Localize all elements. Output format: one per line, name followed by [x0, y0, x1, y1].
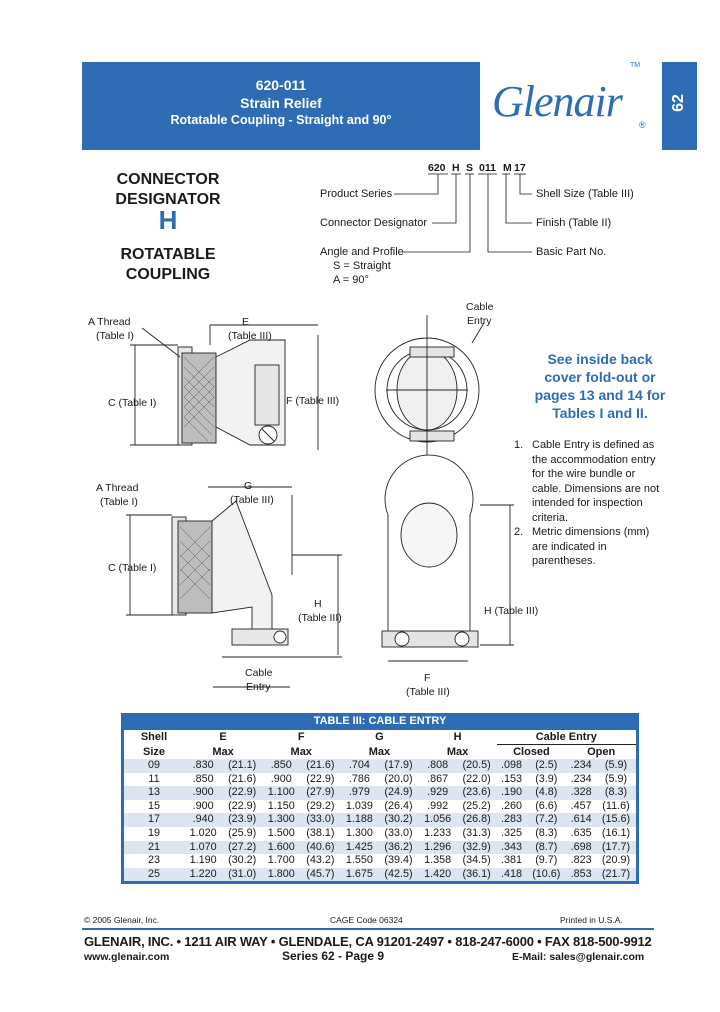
- table-cell: .867: [427, 772, 449, 785]
- table-cell: (33.0): [384, 826, 413, 839]
- label-c-1: C (Table I): [108, 397, 157, 409]
- table-cell: (22.9): [306, 772, 335, 785]
- label-table-iii-e: (Table III): [228, 330, 272, 342]
- table-cell: .325: [500, 826, 522, 839]
- note-2: [514, 525, 664, 569]
- label-table-iii-g: (Table III): [230, 494, 274, 506]
- table-cell: (22.9): [222, 786, 262, 800]
- fold-out-reference: [500, 350, 700, 422]
- table-cell: (27.2): [222, 841, 262, 855]
- table-cell: (33.0): [300, 813, 340, 827]
- table-cell: 23: [147, 854, 160, 867]
- series-page: Series 62 - Page 9: [282, 949, 385, 963]
- table-cell: (21.7): [596, 868, 636, 882]
- col-g: G: [375, 731, 384, 744]
- part-number: 620-011: [255, 77, 307, 93]
- table-row: [124, 786, 636, 800]
- col-size: Size: [142, 745, 165, 758]
- table-cell: .979: [340, 786, 378, 800]
- table-cell: (23.9): [222, 813, 262, 827]
- table-cell: (10.6): [526, 868, 566, 882]
- label-cable-1: Cable: [245, 667, 273, 679]
- note-1-text: Cable Entry is defined as the accommodation entry for the wire bundle or cable. Dimensions are not intended for inspection criteria.: [532, 439, 660, 524]
- designator-line3: ROTATABLE: [120, 246, 216, 263]
- table-cell: 1.039: [345, 799, 373, 812]
- table-cell: .614: [566, 813, 596, 827]
- footer-rule: [82, 928, 654, 930]
- table-cell: 1.233: [424, 826, 452, 839]
- table-cell: .850: [262, 759, 300, 773]
- table-cell: (9.7): [535, 854, 558, 867]
- label-angle-profile: Angle and Profile: [320, 246, 404, 258]
- label-table-i-1: (Table I): [96, 330, 134, 342]
- table-cell: (39.4): [384, 854, 413, 867]
- page-title: Strain Relief: [240, 95, 322, 111]
- pn-s: S: [466, 162, 474, 174]
- table-cell: (17.7): [596, 841, 636, 855]
- table-cell: .704: [340, 759, 378, 773]
- pn-17: 17: [514, 162, 526, 174]
- table-cell: .457: [570, 799, 592, 812]
- table-cell: (38.1): [306, 826, 335, 839]
- printed-in: Printed in U.S.A.: [560, 915, 623, 925]
- table-cell: (8.3): [596, 786, 636, 800]
- table-cell: 25: [124, 868, 184, 882]
- note-2-number: 2.: [514, 526, 524, 538]
- table-cell: (21.1): [222, 759, 262, 773]
- table-cell: (43.2): [306, 854, 335, 867]
- label-f-1: F (Table III): [286, 395, 340, 407]
- page-subtitle: Rotatable Coupling - Straight and 90°: [170, 113, 392, 127]
- table-cell: 1.296: [418, 841, 456, 855]
- col-e-max: Max: [212, 745, 234, 758]
- table-cell: .328: [566, 786, 596, 800]
- table-row: [124, 800, 636, 814]
- col-e: E: [219, 731, 227, 744]
- col-open: Open: [587, 746, 616, 758]
- table-cell: (25.2): [462, 799, 491, 812]
- table-cell: (6.6): [535, 799, 558, 812]
- table-cell: .635: [570, 826, 592, 839]
- blue-note-line3: pages 13 and 14 for: [534, 387, 666, 403]
- label-h-2: H (Table III): [484, 605, 539, 617]
- table-cell: .830: [184, 759, 222, 773]
- table-grid: [124, 730, 636, 881]
- designator-line4: COUPLING: [125, 266, 211, 283]
- table-cell: 1.425: [340, 841, 378, 855]
- table-cell: 1.600: [262, 841, 300, 855]
- table-cell: 11: [148, 772, 160, 785]
- label-f-2: F: [424, 672, 431, 684]
- table-cell: 09: [124, 759, 184, 773]
- table-cell: (25.9): [228, 826, 257, 839]
- table-cell: 1.800: [262, 868, 300, 882]
- table-cell: (29.2): [306, 799, 335, 812]
- table-cell: (31.0): [222, 868, 262, 882]
- table-cell: .343: [497, 841, 527, 855]
- table-cell: .190: [497, 786, 527, 800]
- label-basic-part: Basic Part No.: [536, 246, 607, 258]
- table-cell: (5.9): [604, 772, 628, 785]
- table-cell: 1.190: [189, 854, 217, 867]
- table-cell: .098: [497, 759, 527, 773]
- table-row: [124, 759, 636, 773]
- pn-620: 620: [428, 162, 446, 174]
- table-cell: .940: [184, 813, 222, 827]
- table-cell: .900: [192, 799, 214, 812]
- table-cell: 1.675: [340, 868, 378, 882]
- table-caption: TABLE III: CABLE ENTRY: [124, 713, 636, 730]
- notes-list: [514, 438, 664, 569]
- label-connector-designator: Connector Designator: [320, 217, 428, 229]
- table-cell: (4.8): [526, 786, 566, 800]
- pn-h: H: [452, 162, 460, 174]
- table-cell: 1.150: [267, 799, 295, 812]
- table-row: [124, 827, 636, 841]
- label-product-series: Product Series: [320, 188, 393, 200]
- table-cell: .900: [270, 772, 292, 785]
- table-cell: 1.100: [262, 786, 300, 800]
- col-g-max: Max: [368, 745, 391, 758]
- table-cell: 1.420: [418, 868, 456, 882]
- part-breakdown-leaders: [0, 0, 720, 300]
- table-cell: 1.070: [184, 841, 222, 855]
- logo-registered: ®: [639, 120, 646, 130]
- table-cell: 21: [124, 841, 184, 855]
- table-cell: 19: [147, 826, 160, 839]
- table-cell: .260: [500, 799, 522, 812]
- table-cell: (34.5): [462, 854, 491, 867]
- table-cell: 1.700: [267, 854, 295, 867]
- table-cell: .992: [427, 799, 449, 812]
- table-cell: 1.020: [189, 826, 217, 839]
- table-row: [124, 841, 636, 855]
- table-cell: 17: [124, 813, 184, 827]
- table-cell: .808: [418, 759, 456, 773]
- label-e: E: [242, 316, 250, 328]
- col-shell: Shell: [140, 731, 168, 744]
- label-shell-size: Shell Size (Table III): [536, 188, 634, 200]
- table-cell: .698: [566, 841, 596, 855]
- label-h-1: H: [314, 598, 322, 610]
- table-cell: 1.550: [345, 854, 373, 867]
- label-table-i-2: (Table I): [100, 496, 138, 508]
- col-h: H: [453, 731, 462, 744]
- label-g: G: [244, 480, 253, 492]
- table-row: [124, 813, 636, 827]
- table-cell: 1.188: [340, 813, 378, 827]
- table-cell: (20.0): [384, 772, 413, 785]
- table-cell: (26.8): [457, 813, 497, 827]
- table-cell: (26.4): [384, 799, 413, 812]
- table-cell: (45.7): [300, 868, 340, 882]
- table-cell: .853: [566, 868, 596, 882]
- table-cell: (11.6): [602, 799, 630, 812]
- table-cell: (42.5): [379, 868, 419, 882]
- designator-letter: H: [158, 205, 178, 235]
- table-cell: 15: [147, 799, 160, 812]
- note-1: [514, 438, 664, 525]
- table-cell: 1.220: [184, 868, 222, 882]
- table-cell: (5.9): [596, 759, 636, 773]
- table-cell: (40.6): [300, 841, 340, 855]
- blue-note-line2: cover fold-out or: [544, 369, 656, 385]
- table-cell: .234: [566, 759, 596, 773]
- note-1-number: 1.: [514, 439, 524, 451]
- table-cell: (31.3): [462, 826, 491, 839]
- label-table-iii-f: (Table III): [406, 686, 450, 698]
- table-cell: (30.2): [228, 854, 257, 867]
- label-finish: Finish (Table II): [536, 217, 612, 229]
- label-90: A = 90°: [333, 274, 369, 286]
- designator-line1: CONNECTOR: [116, 171, 220, 188]
- col-f: F: [297, 731, 305, 744]
- table-cell: 1.500: [267, 826, 295, 839]
- col-closed: Closed: [513, 746, 550, 758]
- cable-entry-table: [121, 713, 639, 884]
- table-cell: (3.9): [535, 772, 558, 785]
- table-cell: 13: [124, 786, 184, 800]
- logo-word: Glenair: [492, 77, 622, 126]
- table-cell: .234: [570, 772, 592, 785]
- table-cell: (2.5): [526, 759, 566, 773]
- label-straight: S = Straight: [333, 260, 391, 272]
- label-table-iii-h: (Table III): [298, 612, 342, 624]
- designator-line2: DESIGNATOR: [115, 191, 221, 208]
- label-c-2: C (Table I): [108, 562, 157, 574]
- table-cell: 1.358: [424, 854, 452, 867]
- table-cell: .283: [497, 813, 527, 827]
- table-cell: .418: [497, 868, 527, 882]
- table-cell: (22.0): [462, 772, 491, 785]
- table-body: [124, 759, 636, 881]
- table-cell: .823: [570, 854, 592, 867]
- table-cell: 1.056: [418, 813, 456, 827]
- table-cell: (36.2): [379, 841, 419, 855]
- table-cell: (24.9): [379, 786, 419, 800]
- table-row: [124, 773, 636, 787]
- table-cell: (21.6): [300, 759, 340, 773]
- table-cell: (20.5): [457, 759, 497, 773]
- table-row: [124, 854, 636, 868]
- knurled-body: [182, 353, 216, 443]
- label-entry-2: Entry: [467, 315, 492, 327]
- table-cell: 1.300: [345, 826, 373, 839]
- table-cell: (23.6): [457, 786, 497, 800]
- table-cell: (8.7): [526, 841, 566, 855]
- blue-note-line1: See inside back: [547, 351, 653, 367]
- table-cell: (17.9): [379, 759, 419, 773]
- col-f-max: Max: [290, 745, 312, 758]
- table-cell: (8.3): [535, 826, 558, 839]
- company-address: GLENAIR, INC. • 1211 AIR WAY • GLENDALE, CA 91201-2497 • 818-247-6000 • FAX 818-500-9912: [84, 934, 652, 949]
- table-cell: (32.9): [457, 841, 497, 855]
- label-cable-2: Cable: [466, 301, 494, 313]
- col-cable-entry: Cable Entry: [497, 730, 636, 745]
- label-a-thread-2: A Thread: [96, 482, 139, 494]
- table-cell: (27.9): [300, 786, 340, 800]
- label-a-thread-1: A Thread: [88, 316, 131, 328]
- table-cell: (15.6): [596, 813, 636, 827]
- table-cell: (21.6): [228, 772, 257, 785]
- table-cell: .900: [184, 786, 222, 800]
- note-2-text: Metric dimensions (mm) are indicated in parentheses.: [532, 526, 650, 567]
- table-cell: (7.2): [526, 813, 566, 827]
- table-cell: .929: [418, 786, 456, 800]
- table-cell: (22.9): [228, 799, 257, 812]
- section-tab-label: 62: [669, 94, 687, 112]
- table-row: [124, 868, 636, 882]
- table-cell: .381: [500, 854, 522, 867]
- table-cell: (20.9): [601, 854, 631, 867]
- table-cell: 1.300: [262, 813, 300, 827]
- pn-011: 011: [479, 162, 496, 174]
- copyright: © 2005 Glenair, Inc.: [84, 915, 160, 925]
- table-cell: (16.1): [601, 826, 631, 839]
- table-cell: (36.1): [457, 868, 497, 882]
- table-cell: .153: [500, 772, 522, 785]
- website-link[interactable]: www.glenair.com: [84, 951, 170, 963]
- col-h-max: Max: [446, 745, 469, 758]
- table-cell: .850: [192, 772, 214, 785]
- label-entry-1: Entry: [246, 681, 271, 693]
- table-cell: (30.2): [379, 813, 419, 827]
- table-cell: .786: [348, 772, 370, 785]
- cage-code: CAGE Code 06324: [330, 915, 403, 925]
- logo-tm: TM: [630, 62, 641, 69]
- pn-m: M: [503, 162, 512, 174]
- blue-note-line4: Tables I and II.: [552, 405, 648, 421]
- email-link[interactable]: E-Mail: sales@glenair.com: [512, 951, 645, 963]
